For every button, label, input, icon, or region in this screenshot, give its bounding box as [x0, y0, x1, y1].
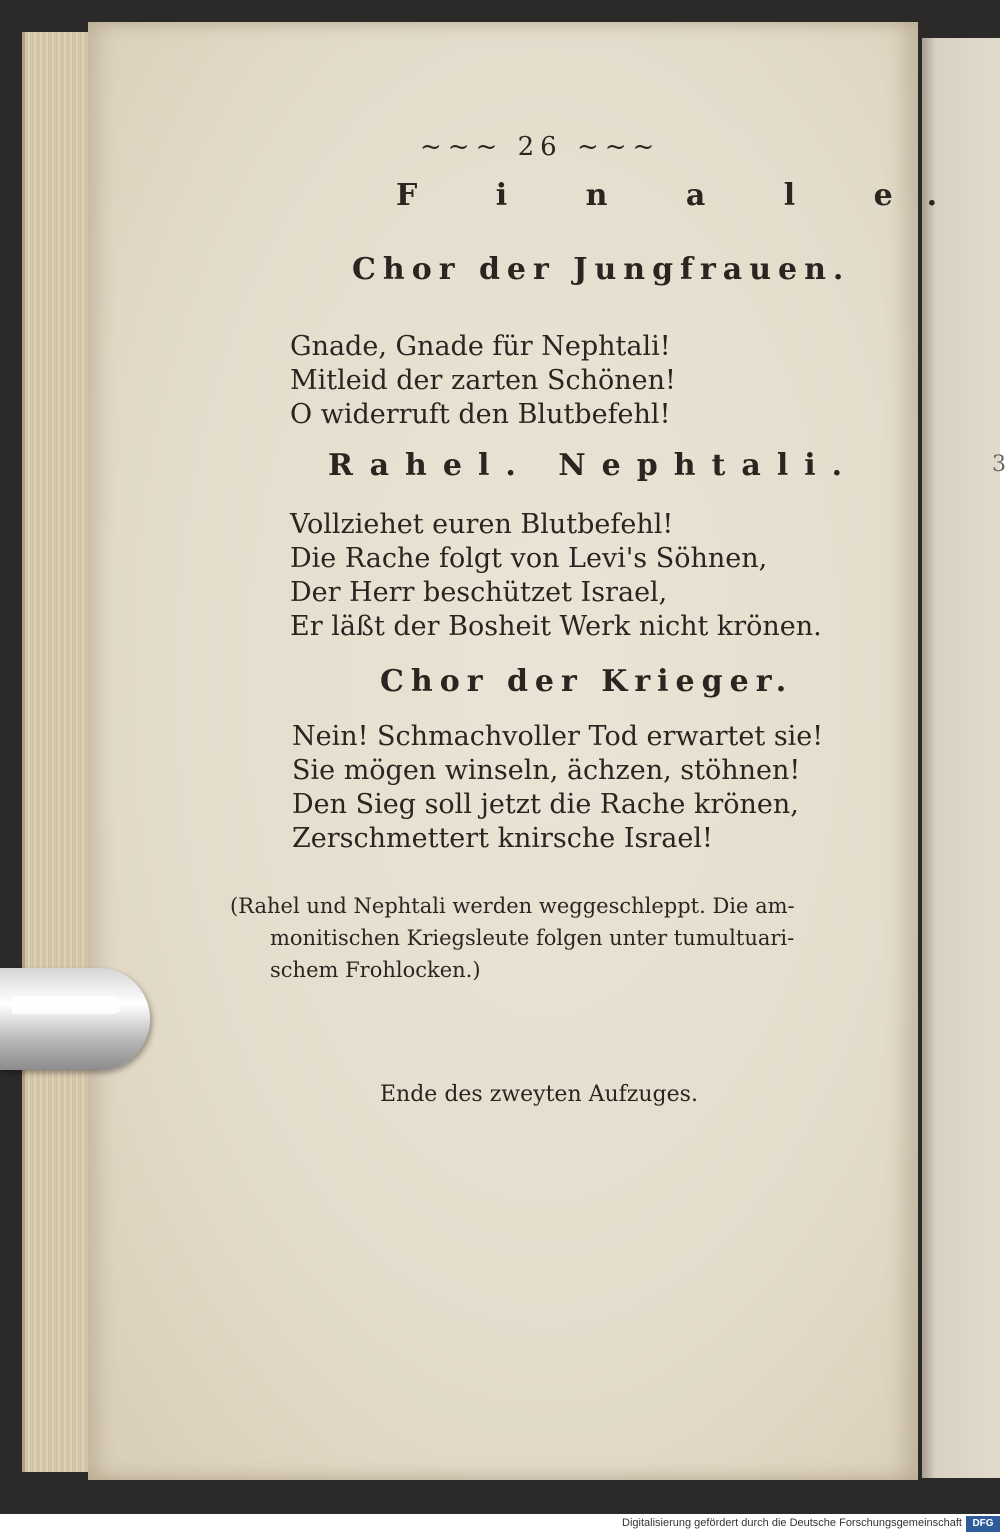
verse-line: Den Sieg soll jetzt die Rache krönen,	[292, 789, 799, 820]
page-holder-clip-highlight	[12, 996, 122, 1014]
verse-line: O widerruft den Blutbefehl!	[290, 399, 671, 430]
section-heading-chor-jungfrauen: Chor der Jungfrauen.	[352, 252, 851, 287]
verse-block-jungfrauen	[290, 330, 676, 432]
page-number: ~~~ 26 ~~~	[420, 132, 661, 162]
stage-direction-line: monitischen Kriegsleute folgen unter tumultuari-	[270, 926, 795, 950]
verse-line: Nein! Schmachvoller Tod erwartet sie!	[292, 721, 824, 752]
section-heading-chor-krieger: Chor der Krieger.	[380, 664, 794, 699]
section-heading-rahel-nephtali: Rahel. Nephtali.	[328, 448, 859, 483]
verse-line: Sie mögen winseln, ächzen, stöhnen!	[292, 755, 801, 786]
verse-line: Er läßt der Bosheit Werk nicht krönen.	[290, 611, 822, 642]
verse-block-krieger	[292, 720, 823, 856]
verse-line: Zerschmettert knirsche Israel!	[292, 823, 713, 854]
page-holder-clip	[0, 968, 150, 1070]
adjacent-page-mark: 3	[992, 452, 1006, 477]
funding-credit: Digitalisierung gefördert durch die Deutsche Forschungsgemeinschaft	[622, 1517, 962, 1529]
verse-line: Der Herr beschützet Israel,	[290, 577, 668, 608]
verse-line: Mitleid der zarten Schönen!	[290, 365, 676, 396]
adjacent-page	[922, 38, 1000, 1478]
verse-line: Die Rache folgt von Levi's Söhnen,	[290, 543, 768, 574]
stage-direction-line: schem Frohlocken.)	[270, 958, 481, 982]
stage-direction	[230, 890, 795, 986]
dfg-logo: DFG	[966, 1516, 1000, 1532]
page-title: F i n a l e.	[396, 178, 972, 213]
verse-line: Gnade, Gnade für Nephtali!	[290, 331, 671, 362]
act-end-note: Ende des zweyten Aufzuges.	[380, 1082, 698, 1107]
verse-line: Vollziehet euren Blutbefehl!	[290, 509, 674, 540]
stage-direction-line: (Rahel und Nephtali werden weggeschleppt. Die am-	[230, 894, 795, 918]
verse-block-rahel-nephtali	[290, 508, 822, 644]
